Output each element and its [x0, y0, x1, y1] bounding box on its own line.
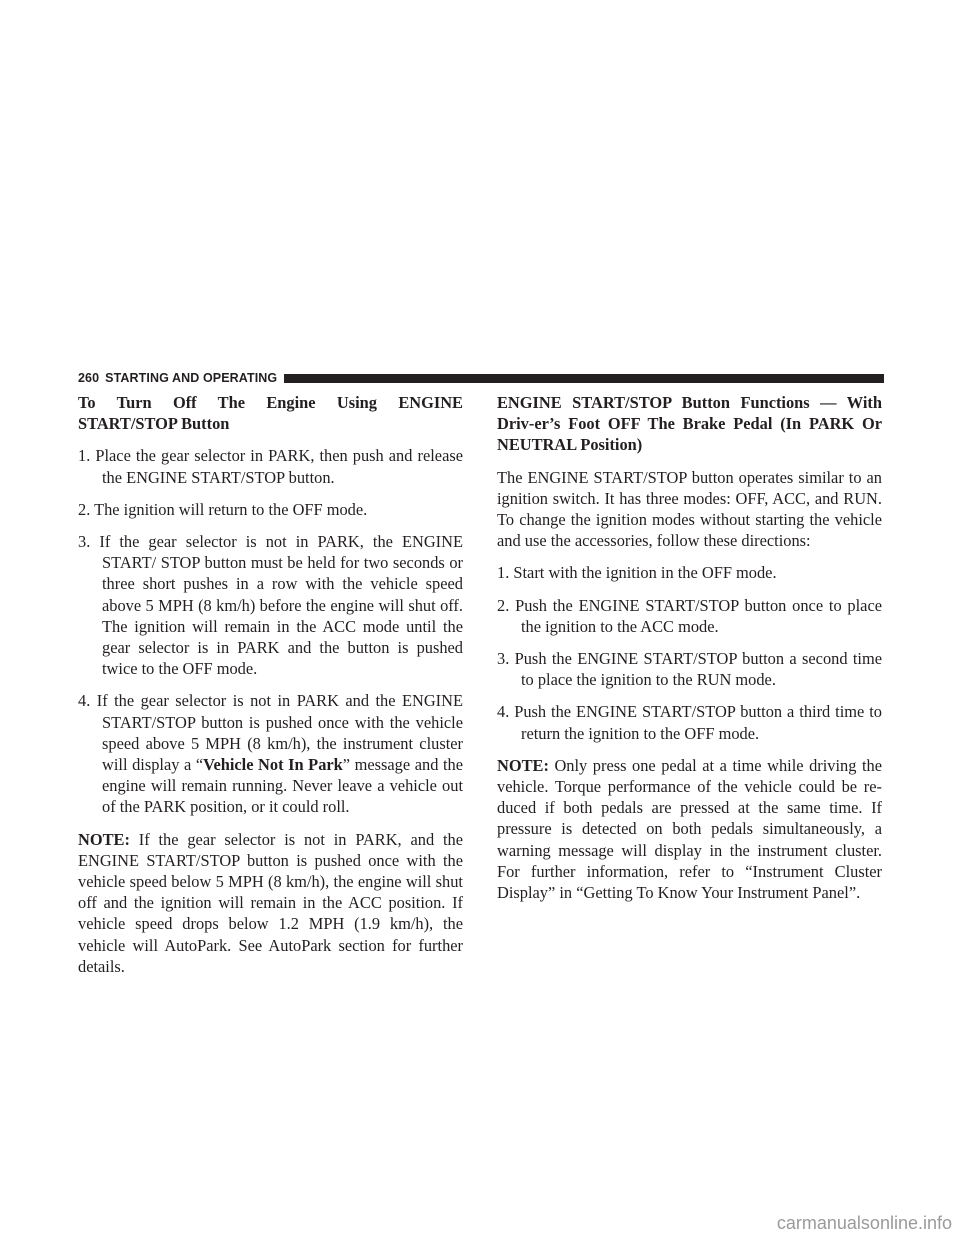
button-functions-heading: ENGINE START/STOP Button Functions — With Driv-er’s Foot OFF The Brake Pedal (In PARK Or NEUTRAL Position): [497, 393, 882, 455]
right-step-4: 4. Push the ENGINE START/STOP button a third time to return the ignition to the OFF mode.: [497, 702, 882, 743]
left-note: [78, 829, 463, 977]
vehicle-not-in-park-message: Vehicle Not In Park: [203, 755, 343, 775]
left-note-text: If the gear selector is not in PARK, and the ENGINE START/STOP button is pushed once with the vehicle speed below 5 MPH (8 km/h), the engine will shut off and the ignition will remain in the ACC position. If vehicle speed drops below 1.2 MPH (1.9 km/h), the vehicle will AutoPark. See AutoPark section for further details.: [78, 829, 463, 976]
left-note-label: NOTE:: [78, 829, 130, 849]
right-intro: The ENGINE START/STOP button operates similar to an ignition switch. It has three modes: OFF, ACC, and RUN. To change the ignition modes without starting the vehicle and use the accessories, follow these directions:: [497, 467, 882, 551]
right-step-3: 3. Push the ENGINE START/STOP button a second time to place the ignition to the RUN mode.: [497, 649, 882, 690]
left-step-4: [78, 690, 463, 817]
left-step-2: 2. The ignition will return to the OFF mode.: [78, 499, 368, 519]
right-note: [497, 755, 882, 903]
right-note-text: Only press one pedal at a time while driving the vehicle. Torque performance of the vehicle could be re-duced if both pedals are pressed at the same time. If pressure is detected on both pedals simultaneously, a warning message will display in the instrument cluster. For further information, refer to “Instrument Cluster Display” in “Getting To Know Your Instrument Panel”.: [497, 755, 882, 903]
left-step-1: 1. Place the gear selector in PARK, then push and release the ENGINE START/STOP button.: [78, 446, 463, 487]
watermark: carmanualsonline.info: [776, 1213, 952, 1233]
left-step-4-text-b: ” message and the engine will remain running. Never leave a vehicle out of the PARK position, or it could roll.: [102, 755, 463, 817]
right-step-2: 2. Push the ENGINE START/STOP button once to place the ignition to the ACC mode.: [497, 595, 882, 636]
left-column: [78, 392, 463, 988]
header-rule: [284, 374, 884, 383]
right-note-label: NOTE:: [497, 755, 549, 775]
right-column: [497, 392, 882, 914]
page-number: 260: [78, 371, 100, 385]
right-step-1: 1. Start with the ignition in the OFF mode.: [497, 563, 777, 583]
left-step-4-text-a: 4. If the gear selector is not in PARK and the ENGINE START/STOP button is pushed once with the vehicle speed above 5 MPH (8 km/h), the instrument cluster will display a “: [78, 691, 463, 775]
turn-off-heading: To Turn Off The Engine Using ENGINE START/STOP Button: [78, 393, 463, 434]
left-step-3: 3. If the gear selector is not in PARK, the ENGINE START/ STOP button must be held for two seconds or three short pushes in a row with the vehicle speed above 5 MPH (8 km/h) before the engine will shut off. The ignition will remain in the ACC mode until the gear selector is in PARK and the button is pushed twice to the OFF mode.: [78, 532, 463, 679]
section-title: STARTING AND OPERATING: [105, 371, 278, 385]
page-header: [78, 370, 884, 386]
